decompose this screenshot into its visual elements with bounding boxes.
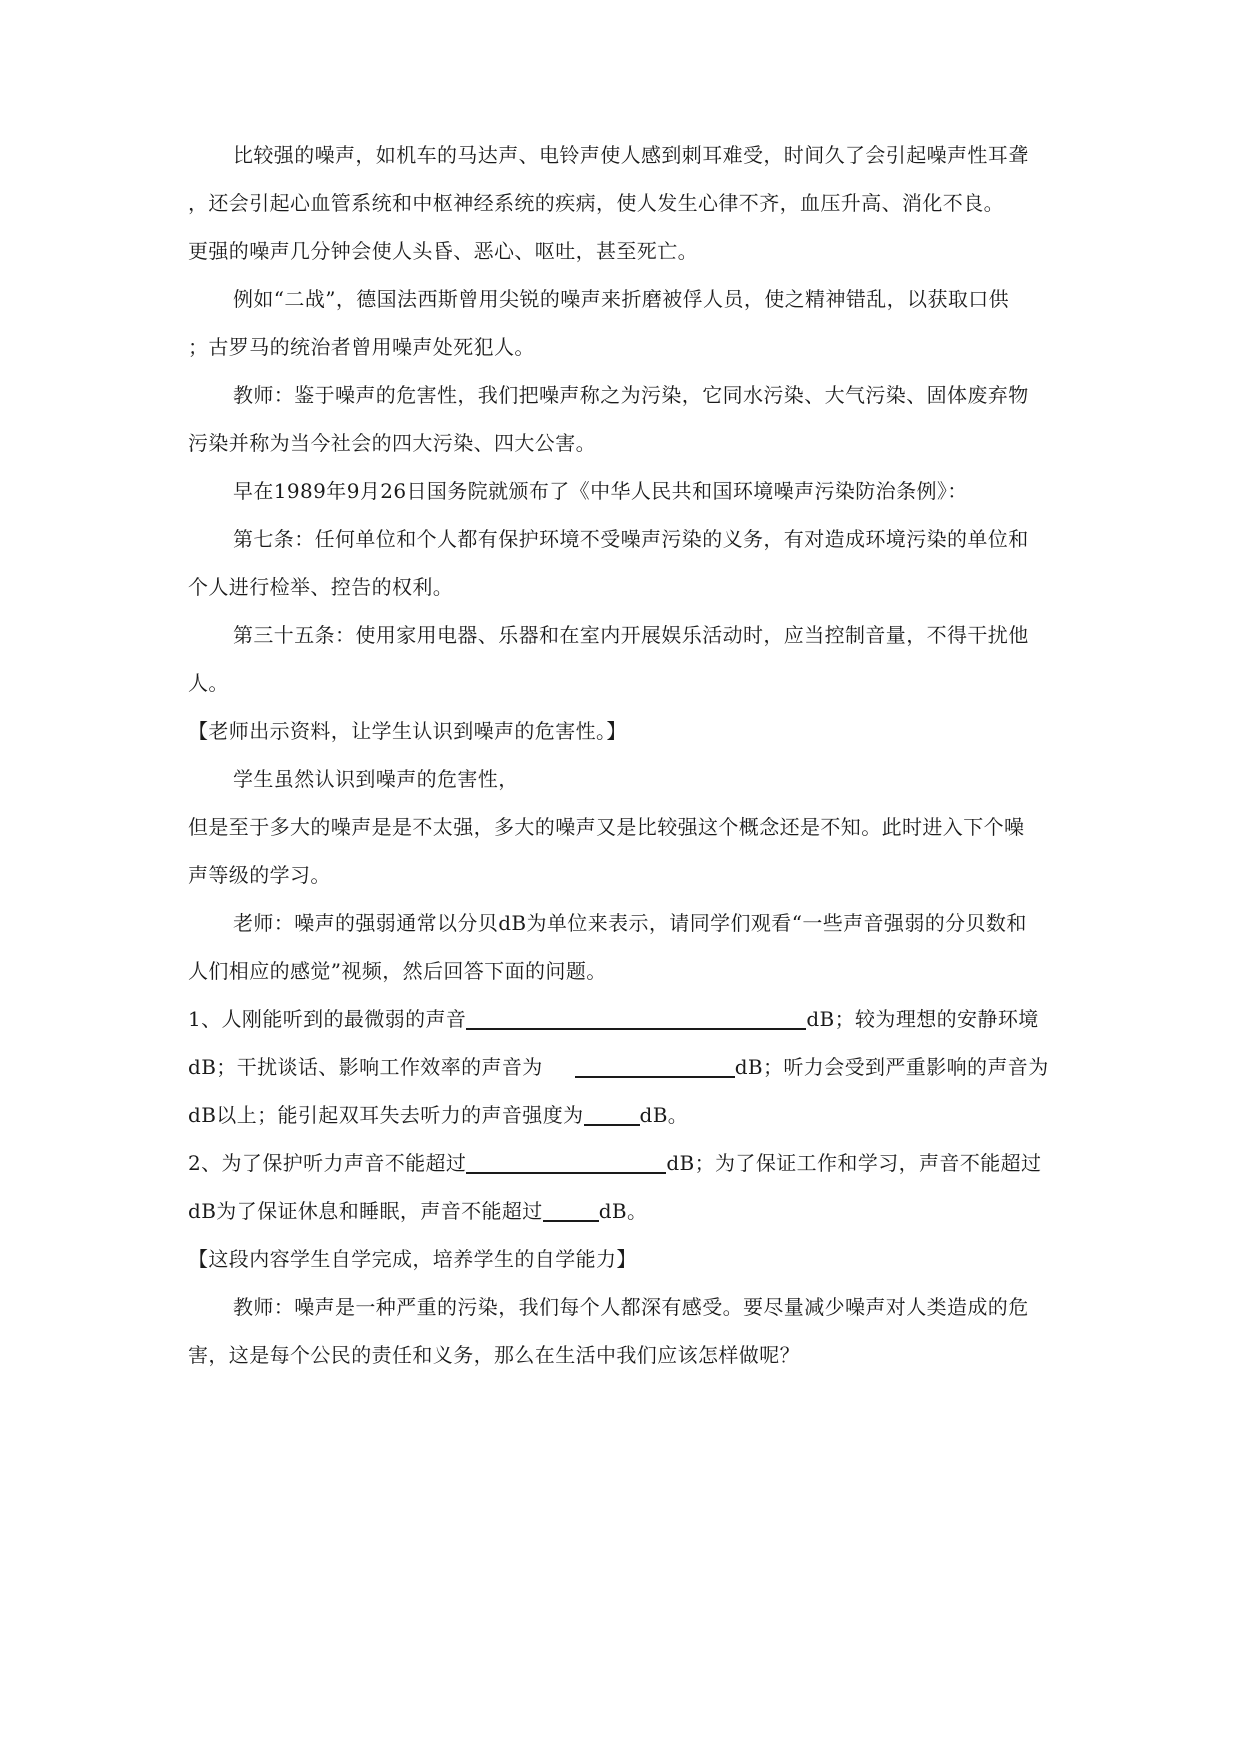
question-1-line-2 [188,1053,1058,1081]
paragraph-line: 第七条：任何单位和个人都有保护环境不受噪声污染的义务，有对造成环境污染的单位和 [233,527,1029,551]
paragraph-line: 声等级的学习。 [188,863,331,887]
paragraph-line: 污染并称为当今社会的四大污染、四大公害。 [188,431,596,455]
question-2-line-1 [188,1149,1058,1177]
answer-blank[interactable] [575,1056,735,1078]
question-text: dB。 [639,1103,689,1127]
paragraph-line: ；古罗马的统治者曾用噪声处死犯人。 [188,335,535,359]
question-1-line-1 [188,1005,1058,1033]
paragraph-line: 早在1989年9月26日国务院就颁布了《中华人民共和国环境噪声污染防治条例》： [233,479,968,503]
paragraph-line: 比较强的噪声，如机车的马达声、电铃声使人感到刺耳难受，时间久了会引起噪声性耳聋 [233,143,1029,167]
question-text: dB为了保证休息和睡眠，声音不能超过 [188,1199,543,1223]
question-text: dB；为了保证工作和学习，声音不能超过 [666,1151,1042,1175]
answer-blank[interactable] [466,1152,666,1174]
question-text: dB；较为理想的安静环境 [806,1007,1039,1031]
paragraph-line: ，还会引起心血管系统和中枢神经系统的疾病，使人发生心律不齐，血压升高、消化不良。 [188,191,1004,215]
teacher-note: 【老师出示资料，让学生认识到噪声的危害性。】 [188,719,627,743]
answer-blank[interactable] [466,1008,806,1030]
question-text: dB；听力会受到严重影响的声音为 [734,1055,1049,1079]
paragraph-line: 学生虽然认识到噪声的危害性， [233,767,519,791]
paragraph-line: 更强的噪声几分钟会使人头昏、恶心、呕吐，甚至死亡。 [188,239,698,263]
paragraph-line: 教师：噪声是一种严重的污染，我们每个人都深有感受。要尽量减少噪声对人类造成的危 [233,1295,1029,1319]
paragraph-line: 第三十五条：使用家用电器、乐器和在室内开展娱乐活动时，应当控制音量，不得干扰他 [233,623,1029,647]
paragraph-line: 老师：噪声的强弱通常以分贝dB为单位来表示，请同学们观看“一些声音强弱的分贝数和 [233,911,1027,935]
question-text: 1、人刚能听到的最微弱的声音 [188,1007,467,1031]
paragraph-line: 人。 [188,671,229,695]
question-1-line-3 [188,1101,1058,1129]
answer-blank[interactable] [584,1104,640,1126]
question-text: dB以上；能引起双耳失去听力的声音强度为 [188,1103,584,1127]
question-text: dB；干扰谈话、影响工作效率的声音为 [188,1055,543,1079]
question-2-line-2 [188,1197,1058,1225]
teacher-note: 【这段内容学生自学完成，培养学生的自学能力】 [188,1247,637,1271]
paragraph-line: 例如“二战”，德国法西斯曾用尖锐的噪声来折磨被俘人员，使之精神错乱，以获取口供 [233,287,1010,311]
paragraph-line: 但是至于多大的噪声是是不太强，多大的噪声又是比较强这个概念还是不知。此时进入下个噪 [188,815,1025,839]
answer-blank[interactable] [543,1200,599,1222]
question-text: dB。 [598,1199,648,1223]
paragraph-line: 人们相应的感觉”视频，然后回答下面的问题。 [188,959,607,983]
paragraph-line: 个人进行检举、控告的权利。 [188,575,454,599]
paragraph-line: 害，这是每个公民的责任和义务，那么在生活中我们应该怎样做呢？ [188,1343,800,1367]
paragraph-line: 教师：鉴于噪声的危害性，我们把噪声称之为污染，它同水污染、大气污染、固体废弃物 [233,383,1029,407]
question-text: 2、为了保护听力声音不能超过 [188,1151,467,1175]
